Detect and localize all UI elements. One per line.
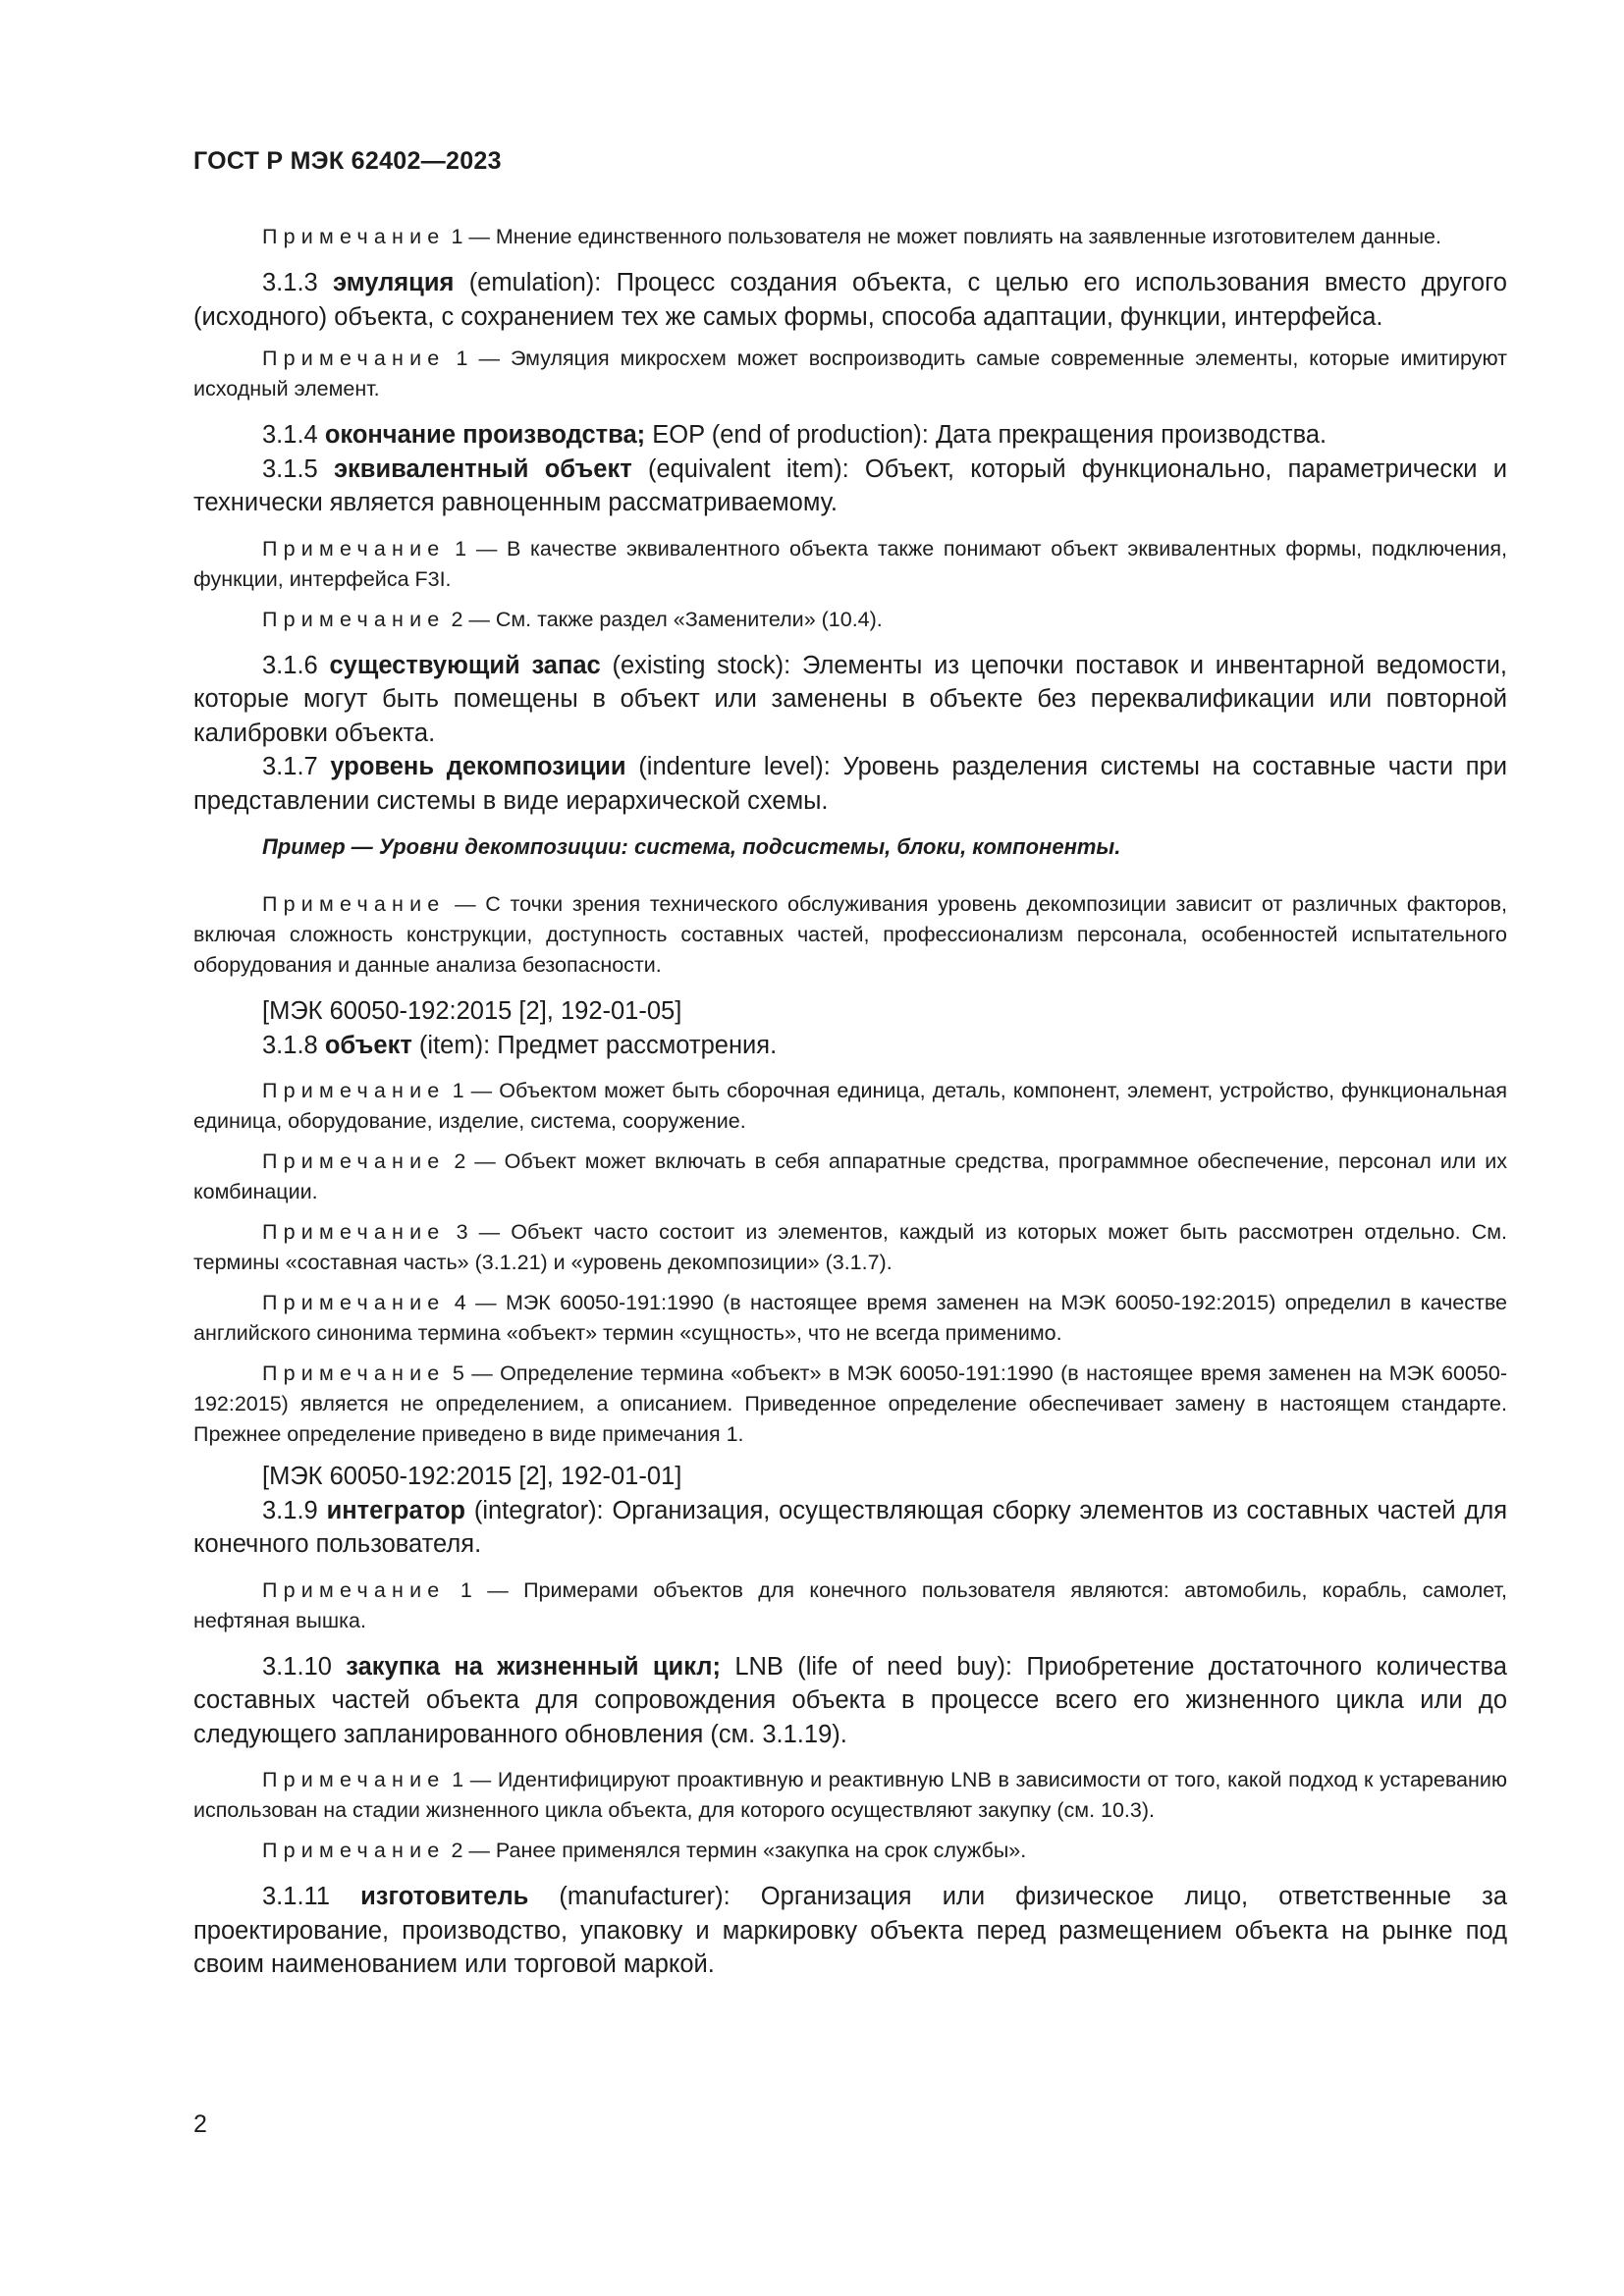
note-label: Примечание bbox=[262, 225, 446, 248]
clause-number: 3.1.6 bbox=[262, 651, 318, 679]
note-number: 1 bbox=[455, 536, 467, 561]
definition-text: (item): Предмет рассмотрения. bbox=[418, 1031, 778, 1059]
note-number: 5 bbox=[452, 1362, 464, 1385]
note-text: — Объектом может быть сборочная единица, деталь, компонент, элемент, устройство, функциональная единица, оборудование, изделие, система, сооружение. bbox=[193, 1079, 1507, 1133]
note-label: Примечание bbox=[262, 1291, 446, 1314]
definition-text: (equivalent item): Объект, который функционально, параметрически и технически является равноценным рассматриваемому. bbox=[193, 454, 1507, 516]
note-number: 1 bbox=[460, 1577, 472, 1602]
note-number: 4 bbox=[454, 1291, 466, 1314]
definition-3-1-4 bbox=[193, 418, 1507, 453]
note-number: 1 bbox=[456, 347, 468, 370]
note-text: — Идентифицируют проактивную и реактивную LNB в зависимости от того, какой подход к устареванию использован на стадии жизненного цикла объекта, для которого осуществляют закупку (см. 10.3). bbox=[193, 1768, 1507, 1822]
note-text: — Объект часто состоит из элементов, каждый из которых может быть рассмотрен отдельно. См. термины «составная часть» (3.1.21) и «уровень декомпозиции» (3.1.7). bbox=[193, 1220, 1507, 1274]
note-block bbox=[193, 1765, 1507, 1826]
term: эквивалентный объект bbox=[333, 454, 632, 483]
term: уровень декомпозиции bbox=[330, 753, 626, 780]
definition-text: (emulation): Процесс создания объекта, с целью его использования вместо другого (исходного) объекта, с сохранением тех же самых формы, способа адаптации, функции, интерфейса. bbox=[193, 269, 1507, 331]
clause-number: 3.1.10 bbox=[262, 1652, 332, 1681]
definition-text: (manufacturer): Организация или физическое лицо, ответственные за проектирование, производство, упаковку и маркировку объекта перед размещением объекта на рынке под своим наименованием или торговой маркой. bbox=[193, 1883, 1507, 1978]
term: эмуляция bbox=[332, 269, 455, 296]
note-text: — Определение термина «объект» в МЭК 60050-191:1990 (в настоящее время заменен на МЭК 60050-192:2015) является не определением, а описанием. Приведенное определение обеспечивает замену в настоящем стандарте. Прежнее определение приведено в виде примечания 1. bbox=[193, 1362, 1507, 1446]
note-label: Примечание bbox=[262, 1220, 446, 1244]
definition-3-1-8 bbox=[193, 1029, 1507, 1063]
clause-number: 3.1.3 bbox=[262, 269, 318, 296]
note-block bbox=[193, 1575, 1507, 1636]
source-reference: [МЭК 60050-192:2015 [2], 192-01-05] bbox=[262, 997, 682, 1025]
note-label: Примечание bbox=[262, 536, 446, 561]
note-label: Примечание bbox=[262, 1577, 446, 1602]
clause-number: 3.1.8 bbox=[262, 1031, 318, 1059]
clause-number: 3.1.5 bbox=[262, 454, 318, 483]
term: объект bbox=[324, 1031, 412, 1059]
note-label: Примечание bbox=[262, 347, 446, 370]
note-block bbox=[193, 1359, 1507, 1450]
note-block bbox=[193, 1147, 1507, 1207]
note-number: 1 bbox=[452, 1079, 464, 1102]
note-block bbox=[193, 1217, 1507, 1278]
definition-3-1-9 bbox=[193, 1494, 1507, 1562]
note-label: Примечание bbox=[262, 892, 446, 916]
note-label: Примечание bbox=[262, 607, 446, 631]
standard-header: ГОСТ Р МЭК 62402—2023 bbox=[193, 147, 502, 175]
note-text: — Объект может включать в себя аппаратные средства, программное обеспечение, персонал или их комбинации. bbox=[193, 1149, 1507, 1203]
definition-text: (existing stock): Элементы из цепочки поставок и инвентарной ведомости, которые могут быть помещены в объект или заменены в объекте без переквалификации или повторной калибровки объекта. bbox=[193, 651, 1507, 747]
definition-3-1-11 bbox=[193, 1880, 1507, 1982]
note-text: — В качестве эквивалентного объекта также понимают объект эквивалентных формы, подключения, функции, интерфейса F3I. bbox=[193, 536, 1508, 591]
note-text: — С точки зрения технического обслуживания уровень декомпозиции зависит от различных факторов, включая сложность конструкции, доступность составных частей, профессионализм персонала, особенностей испытательного оборудования и данные анализа безопасности. bbox=[193, 892, 1507, 977]
note-number: 1 bbox=[452, 1768, 464, 1791]
definition-3-1-5 bbox=[193, 453, 1507, 520]
example-text: Пример — Уровни декомпозиции: система, подсистемы, блоки, компоненты. bbox=[262, 834, 1121, 859]
definition-text: (integrator): Организация, осуществляющая сборку элементов из составных частей для конечного пользователя. bbox=[193, 1496, 1508, 1558]
note-text: — Примерами объектов для конечного пользователя являются: автомобиль, корабль, самолет, нефтяная вышка. bbox=[193, 1577, 1507, 1632]
note-label: Примечание bbox=[262, 1079, 446, 1102]
note-text: — Мнение единственного пользователя не может повлиять на заявленные изготовителем данные. bbox=[468, 225, 1441, 248]
note-label: Примечание bbox=[262, 1768, 446, 1791]
term: существующий запас bbox=[329, 651, 601, 679]
note-block bbox=[193, 1076, 1507, 1137]
definition-text: EOP (end of production): Дата прекращения производства. bbox=[652, 421, 1327, 449]
source-reference: [МЭК 60050-192:2015 [2], 192-01-01] bbox=[262, 1463, 682, 1490]
note-number: 3 bbox=[456, 1220, 468, 1244]
definition-text: LNB (life of need buy): Приобретение достаточного количества составных частей объекта для сопровождения объекта в процессе всего его жизненного цикла или до следующего запланированного обновления (см. 3.1.19). bbox=[193, 1652, 1507, 1748]
note-block bbox=[193, 1836, 1507, 1866]
definition-3-1-3 bbox=[193, 266, 1507, 334]
definition-3-1-6 bbox=[193, 649, 1507, 751]
definition-3-1-7 bbox=[193, 750, 1507, 818]
note-label: Примечание bbox=[262, 1839, 446, 1862]
note-block bbox=[193, 1288, 1507, 1349]
note-text: — МЭК 60050-191:1990 (в настоящее время заменен на МЭК 60050-192:2015) определил в качестве английского синонима термина «объект» термин «сущность», что не всегда применимо. bbox=[193, 1291, 1507, 1345]
note-number: 2 bbox=[451, 1839, 463, 1862]
page-number: 2 bbox=[193, 2110, 207, 2138]
page-content bbox=[193, 222, 1507, 1982]
note-number: 2 bbox=[454, 1149, 466, 1173]
note-block bbox=[193, 222, 1507, 252]
note-number: 1 bbox=[451, 225, 463, 248]
clause-number: 3.1.7 bbox=[262, 753, 318, 780]
note-label: Примечание bbox=[262, 1362, 446, 1385]
term: закупка на жизненный цикл; bbox=[346, 1652, 721, 1681]
term: изготовитель bbox=[360, 1883, 529, 1910]
note-block bbox=[193, 344, 1507, 404]
clause-number: 3.1.4 bbox=[262, 421, 318, 449]
term: интегратор bbox=[326, 1496, 465, 1524]
note-text: — Эмуляция микросхем может воспроизводить самые современные элементы, которые имитируют исходный элемент. bbox=[193, 347, 1507, 400]
definition-3-1-10 bbox=[193, 1650, 1507, 1752]
note-label: Примечание bbox=[262, 1149, 446, 1173]
note-block bbox=[193, 889, 1507, 981]
note-block bbox=[193, 534, 1507, 595]
clause-number: 3.1.11 bbox=[262, 1883, 331, 1910]
note-block bbox=[193, 605, 1507, 635]
note-text: — См. также раздел «Заменители» (10.4). bbox=[468, 607, 883, 631]
term: окончание производства; bbox=[324, 421, 646, 449]
definition-text: (indenture level): Уровень разделения системы на составные части при представлении системы в виде иерархической схемы. bbox=[193, 753, 1507, 815]
note-text: — Ранее применялся термин «закупка на срок службы». bbox=[468, 1839, 1027, 1862]
note-number: 2 bbox=[451, 607, 463, 631]
clause-number: 3.1.9 bbox=[262, 1496, 318, 1524]
